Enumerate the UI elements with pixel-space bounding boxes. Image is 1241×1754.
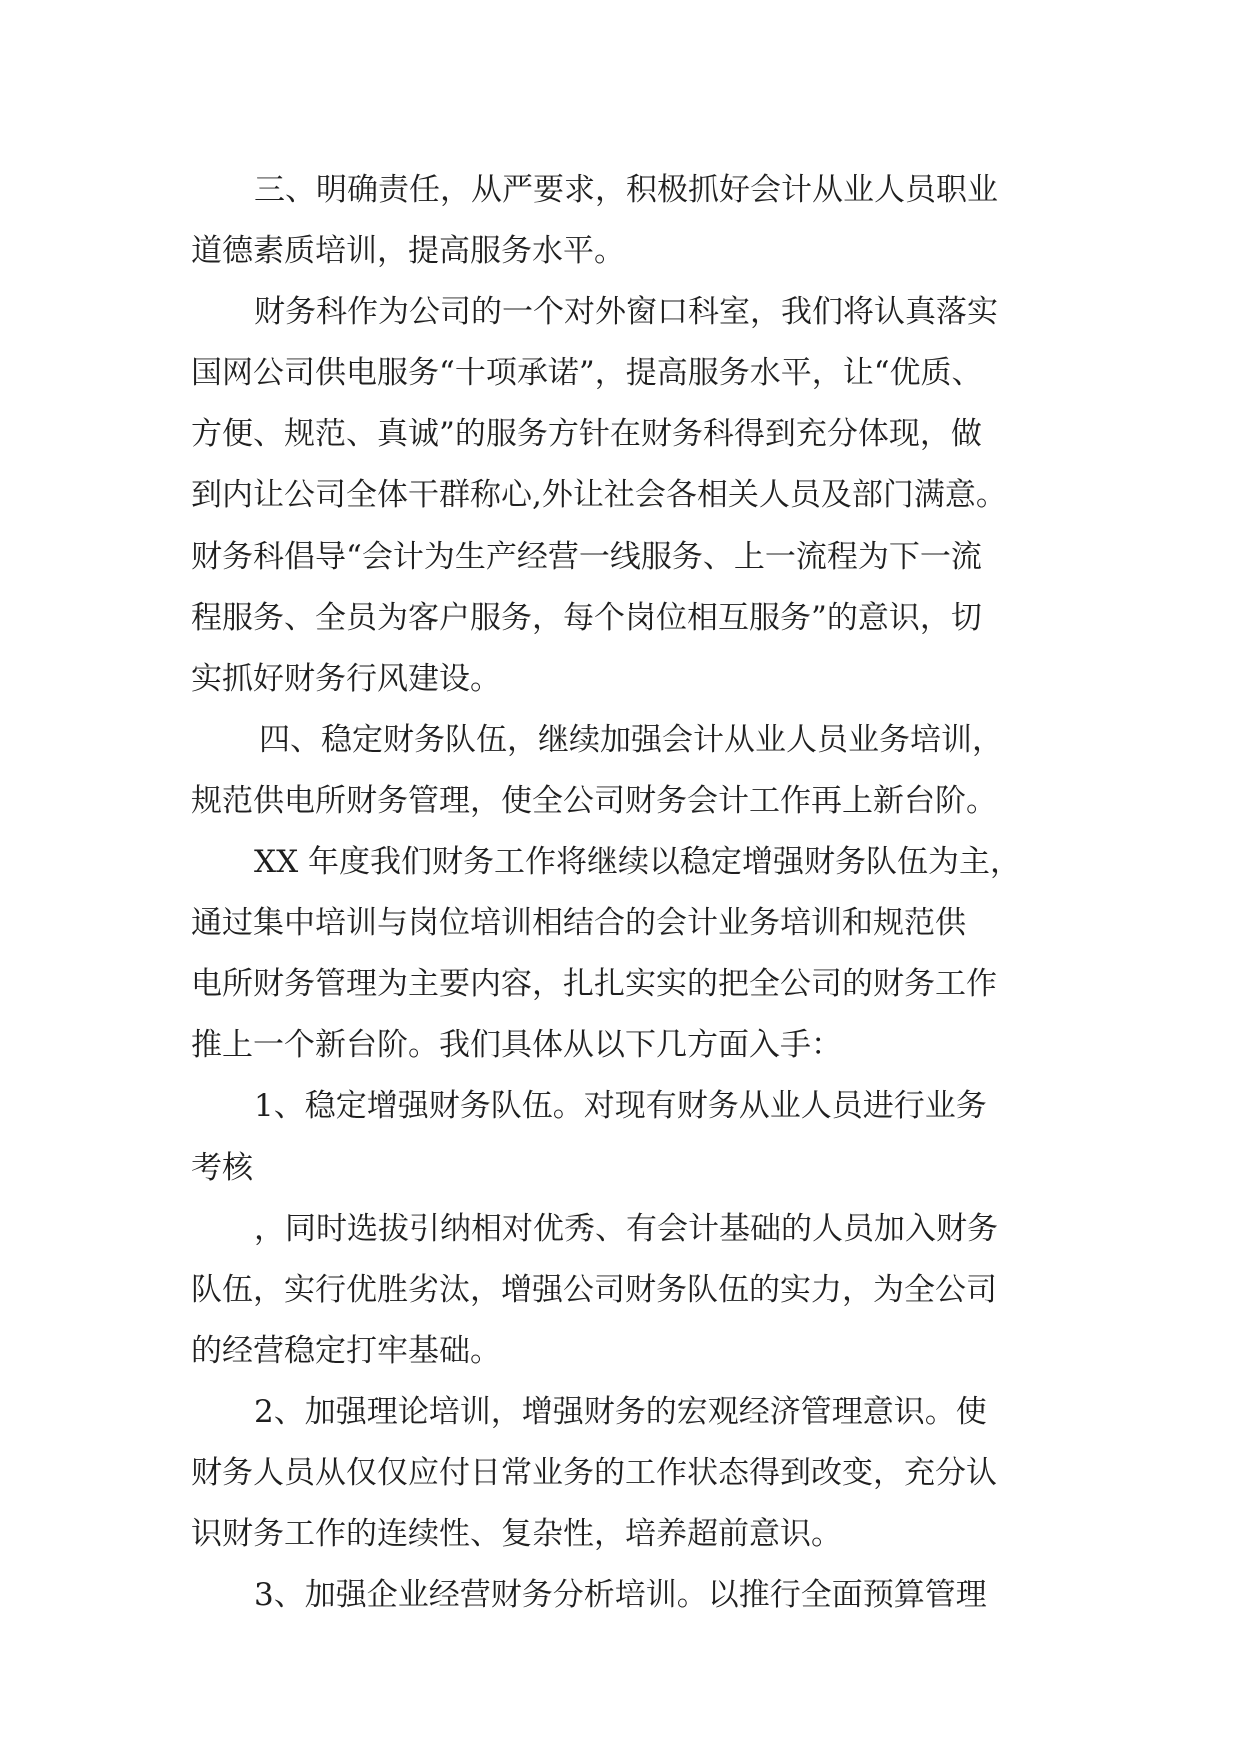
paragraph-line: 通过集中培训与岗位培训相结合的会计业务培训和规范供 xyxy=(191,905,966,942)
section-heading-three-continuation: 道德素质培训，提高服务水平。 xyxy=(191,233,625,270)
numbered-item-three: 3、加强企业经营财务分析培训。以推行全面预算管理 xyxy=(254,1577,987,1614)
numbered-item-two-continuation: 识财务工作的连续性、复杂性，培养超前意识。 xyxy=(191,1516,842,1553)
paragraph-line: XX 年度我们财务工作将继续以稳定增强财务队伍为主， xyxy=(254,844,1021,881)
paragraph-line: 财务科作为公司的一个对外窗口科室，我们将认真落实 xyxy=(254,294,998,331)
numbered-item-one-continuation: ，同时选拔引纳相对优秀、有会计基础的人员加入财务 xyxy=(254,1210,998,1247)
section-heading-four-continuation: 规范供电所财务管理，使全公司财务会计工作再上新台阶。 xyxy=(191,782,997,819)
document-body xyxy=(191,160,1051,1626)
paragraph-line: 推上一个新台阶。我们具体从以下几方面入手： xyxy=(191,1027,842,1064)
paragraph-line: 到内让公司全体干群称心,外让社会各相关人员及部门满意。 xyxy=(191,477,1007,514)
paragraph-line: 电所财务管理为主要内容，扎扎实实的把全公司的财务工作 xyxy=(191,966,997,1003)
paragraph-line: 程服务、全员为客户服务，每个岗位相互服务”的意识，切 xyxy=(191,599,982,636)
section-heading-three: 三、明确责任，从严要求，积极抓好会计从业人员职业 xyxy=(254,172,998,208)
numbered-item-one-continuation: 考核 xyxy=(191,1149,253,1186)
numbered-item-two: 2、加强理论培训，增强财务的宏观经济管理意识。使 xyxy=(254,1393,987,1430)
paragraph-line: 国网公司供电服务“十项承诺”，提高服务水平，让“优质、 xyxy=(191,355,983,392)
numbered-item-one-continuation: 的经营稳定打牢基础。 xyxy=(191,1332,501,1369)
paragraph-line: 方便、规范、真诚”的服务方针在财务科得到充分体现，做 xyxy=(191,416,982,453)
numbered-item-two-continuation: 财务人员从仅仅应付日常业务的工作状态得到改变，充分认 xyxy=(191,1454,997,1491)
section-heading-four: 四、稳定财务队伍，继续加强会计从业人员业务培训， xyxy=(259,721,1003,758)
paragraph-line: 财务科倡导“会计为生产经营一线服务、上一流程为下一流 xyxy=(191,538,982,575)
paragraph-line: 实抓好财务行风建设。 xyxy=(191,660,501,697)
numbered-item-one: 1、稳定增强财务队伍。对现有财务从业人员进行业务 xyxy=(254,1088,987,1125)
numbered-item-one-continuation: 队伍，实行优胜劣汰，增强公司财务队伍的实力，为全公司 xyxy=(191,1271,997,1308)
